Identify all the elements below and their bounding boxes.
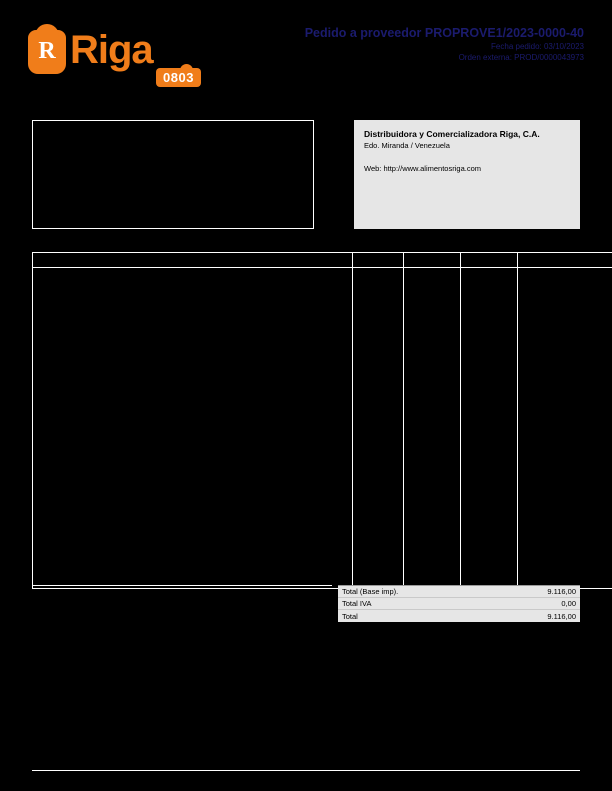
items-table [32,252,612,589]
company-website: Web: http://www.alimentosriga.com [364,164,481,173]
totals-row-total [338,610,580,622]
column-header-description [33,253,353,268]
logo-mark-icon [28,30,66,74]
totals-label-iva: Total IVA [342,599,372,608]
totals-value-iva: 0,00 [561,599,576,608]
logo-badge: 0803 [156,68,201,87]
logo-wordmark: Riga [70,28,153,72]
cell-quantity [353,268,404,589]
totals-row-iva [338,598,580,610]
document-reference: Orden externa: PROD/0000043973 [458,53,584,62]
client-address-box [32,120,314,229]
totals-value-base: 9.116,00 [547,587,576,596]
column-header-discount [461,253,518,268]
totals-label-base: Total (Base imp). [342,587,399,596]
cell-price [404,268,461,589]
company-info-box [354,120,580,229]
footer-divider [32,770,580,771]
totals-row-base [338,586,580,598]
column-header-price [404,253,461,268]
document-date: Fecha pedido: 03/10/2023 [491,42,584,51]
table-header-row [33,253,612,268]
company-logo [28,28,194,86]
notes-area [32,585,332,645]
company-name: Distribuidora y Comercializadora Riga, C.A. [364,129,540,139]
document-header [305,26,584,63]
totals-block [338,585,580,622]
cell-discount [461,268,518,589]
document-title: Pedido a proveedor PROPROVE1/2023-0000-40 [304,26,584,40]
company-location: Edo. Miranda / Venezuela [364,141,450,150]
cell-description [33,268,353,589]
column-header-quantity [353,253,404,268]
totals-value-total: 9.116,00 [547,611,576,621]
table-row [33,268,612,589]
totals-label-total: Total [342,611,358,621]
cell-amount [518,268,612,589]
logo-mark-letter: R [38,38,56,64]
column-header-amount [518,253,612,268]
